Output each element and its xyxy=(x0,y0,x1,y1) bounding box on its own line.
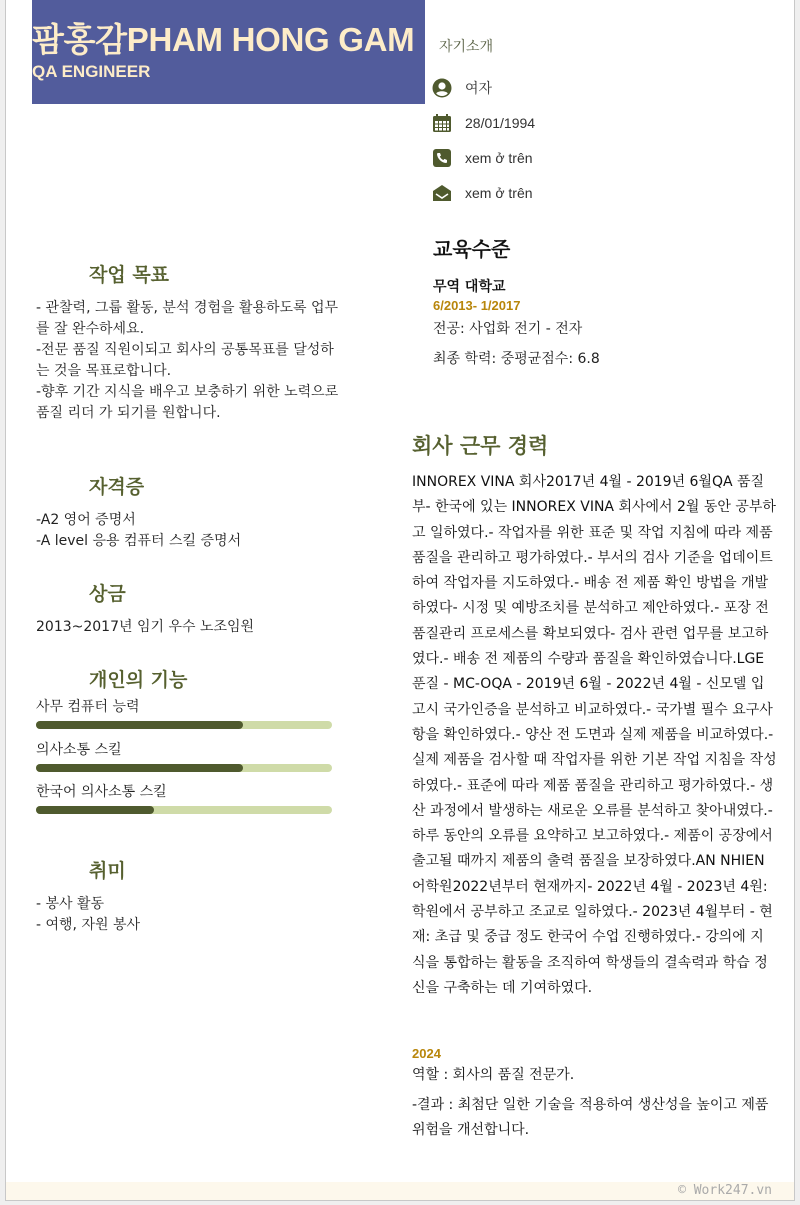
objective-line: -전문 품질 직원이되고 회사의 공통목표를 달성하는 것을 목표로합니다. xyxy=(36,342,334,379)
info-phone xyxy=(431,140,535,175)
skill-bar-fill xyxy=(36,721,243,729)
experience-title: 회사 근무 경력 xyxy=(412,434,549,458)
skill-bar-fill xyxy=(36,764,243,772)
skill-label: 한국어 의사소통 스킬 xyxy=(36,784,167,800)
awards-title: 상금 xyxy=(89,583,126,605)
skills-title: 개인의 기능 xyxy=(89,669,188,691)
skill-bar xyxy=(36,806,332,814)
job-title: QA ENGINEER xyxy=(32,62,151,81)
education-school: 무역 대학교 xyxy=(433,279,506,295)
experience-role: 역할 : 회사의 품질 전문가. xyxy=(412,1067,575,1083)
award-item: 2013~2017년 임기 우수 노조임원 xyxy=(36,619,255,635)
skills-list xyxy=(36,697,332,825)
phone-value[interactable]: xem ở trên xyxy=(465,149,533,166)
skill-item xyxy=(36,740,332,783)
certificates-title: 자격증 xyxy=(89,476,145,498)
experience-year: 2024 xyxy=(412,1046,441,1061)
personal-info-list xyxy=(431,70,535,210)
about-label: 자기소개 xyxy=(439,39,494,55)
info-gender xyxy=(431,70,535,105)
skill-label: 사무 컴퓨터 능력 xyxy=(36,699,140,715)
education-gpa: 최종 학력: 중평균점수: 6.8 xyxy=(433,351,600,367)
header-banner xyxy=(32,0,425,104)
candidate-name: 팜홍감PHAM HONG GAM xyxy=(32,21,415,58)
objective-line: - 관찰력, 그룹 활동, 분석 경험을 활용하도록 업무를 잘 완수하세요. xyxy=(36,300,339,337)
hobbies-text xyxy=(36,894,341,936)
certificate-item: -A level 응용 컴퓨터 스킬 증명서 xyxy=(36,533,242,549)
skill-item xyxy=(36,782,332,825)
objective-title: 작업 목표 xyxy=(89,264,170,286)
education-period: 6/2013- 1/2017 xyxy=(433,298,521,313)
info-email xyxy=(431,175,535,210)
email-icon xyxy=(431,182,453,204)
birthdate-value: 28/01/1994 xyxy=(465,114,536,131)
skill-label: 의사소통 스킬 xyxy=(36,741,122,758)
watermark: © Work247.vn xyxy=(678,1183,772,1198)
gender-value: 여자 xyxy=(465,79,493,96)
awards-text xyxy=(36,617,341,638)
hobbies-title: 취미 xyxy=(89,860,126,882)
education-major: 전공: 사업화 전기 - 전자 xyxy=(433,321,583,337)
phone-icon xyxy=(431,147,453,169)
certificate-item: -A2 영어 증명서 xyxy=(36,512,136,528)
objective-line: -향후 기간 지식을 배우고 보충하기 위한 노력으로 품질 리더 가 되기를 원합니다. xyxy=(36,384,339,421)
user-icon xyxy=(431,77,453,99)
skill-item xyxy=(36,697,332,740)
email-value[interactable]: xem ở trên xyxy=(465,184,533,201)
footer xyxy=(6,1182,794,1200)
education-title: 교육수준 xyxy=(433,237,511,261)
skill-bar xyxy=(36,721,332,729)
experience-result: -결과 : 최첨단 일한 기술을 적용하여 생산성을 높이고 제품 위험을 개선합니다. xyxy=(412,1097,769,1138)
experience-body: INNOREX VINA 회사2017년 4월 - 2019년 6월QA 품질부- 한국에 있는 INNOREX VINA 회사에서 2월 동안 공부하고 일하였다.- 작업자를 위한 표준 및 작업 지침에 따라 제품 품질을 관리하고 평가하였다.- 부서의 검사 기준을 업데이트하여 작업자를 지도하였다.- 배송 전 제품 확인 방법을 개발하였다- 시정 및 예방조치를 분석하고 제안하였다.- 포장 전 품질관리 프로세스를 확보되였다- 검사 관련 업무를 보고하였다.- 배송 전 제품의 수량과 품질을 확인하였습니다.LGE 푼질 - MC-OQA - 2019년 6월 - 2022년 4월 - 신모델 입고시 국가인증을 분석하고 비교하였다.- 국가별 필수 요구사항을 확인하였다.- 양산 전 도면과 실제 제품을 비교하였다.- 실제 제품을 검사할 때 작업자를 위한 기본 작업 지침을 작성하였다.- 표준에 따라 제품 품질을 관리하고 평가하였다.- 생산 과정에서 발생하는 새로운 오류를 분석하고 찾아내였다.- 하루 동안의 오류를 요약하고 보고하였다.- 제품이 공장에서 출고될 때까지 제품의 출력 품질을 보장하였다.AN NHIEN 어학원2022년부터 현재까지- 2022년 4월 - 2023년 4원: 학원에서 공부하고 조교로 일하였다.- 2023년 4월부터 - 현재: 초급 및 중급 정도 한국어 수업 진행하였다.- 강의에 지식을 통합하는 활동을 조직하여 학생들의 결속력과 학습 정신을 구축하는 데 기여하였다. xyxy=(412,474,777,996)
resume-page xyxy=(5,0,795,1201)
hobby-item: - 봉사 활동 xyxy=(36,896,105,912)
calendar-icon xyxy=(431,112,453,134)
certificates-text xyxy=(36,510,341,552)
hobby-item: - 여행, 자원 봉사 xyxy=(36,917,140,933)
skill-bar-fill xyxy=(36,806,154,814)
info-birthdate xyxy=(431,105,535,140)
skill-bar xyxy=(36,764,332,772)
objective-text xyxy=(36,298,341,424)
